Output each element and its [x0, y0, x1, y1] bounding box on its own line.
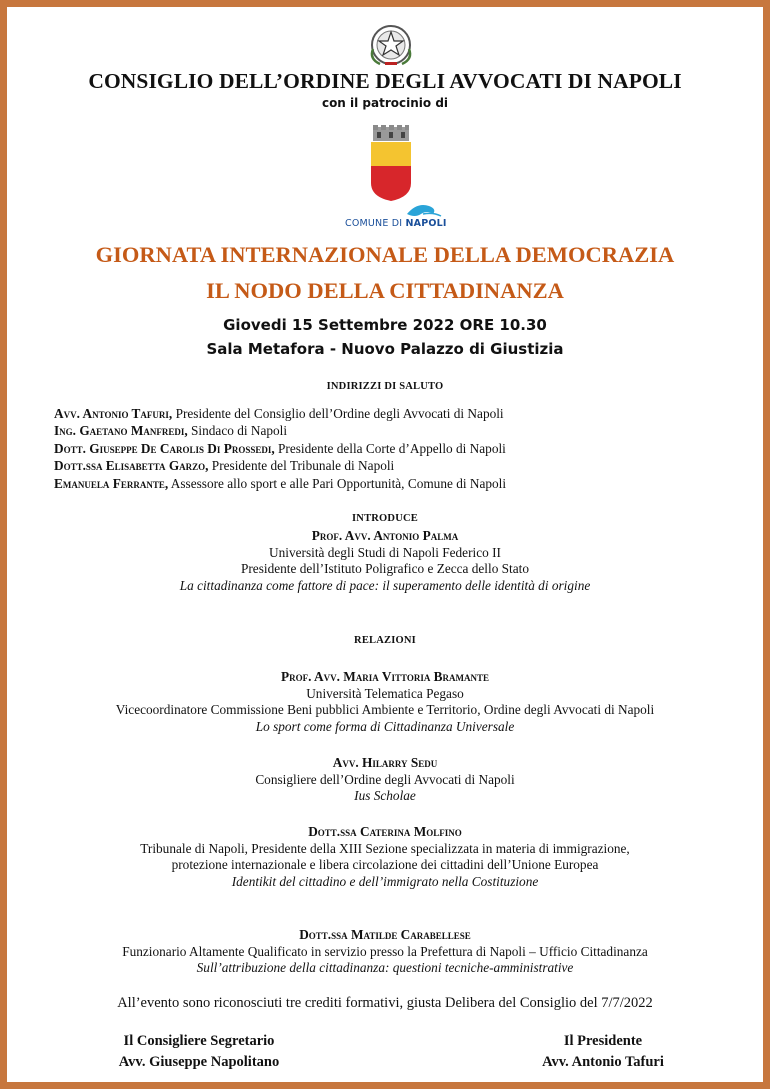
signature-left-role: Il Consigliere Segretario	[123, 1033, 275, 1049]
greetings-heading: INDIRIZZI DI SALUTO	[326, 381, 444, 392]
speaker-line: Consigliere dell’Ordine degli Avvocati di Napoli	[255, 771, 515, 787]
italian-republic-emblem-icon	[366, 19, 416, 69]
signature-left-name: Avv. Giuseppe Napolitano	[118, 1054, 280, 1070]
signature-left	[79, 1031, 319, 1073]
speaker-block	[7, 824, 763, 890]
signature-right	[483, 1031, 723, 1073]
introduce-topic: La cittadinanza come fattore di pace: il superamento delle identità di origine	[179, 577, 591, 593]
speaker-name: Dott.ssa Matilde Carabellese	[299, 927, 471, 942]
speaker-line: Tribunale di Napoli, Presidente della XIII Sezione specializzata in materia di immigrazione,	[140, 840, 630, 856]
relazioni-heading: RELAZIONI	[354, 635, 416, 646]
speaker-name: Dott.ssa Caterina Molfino	[308, 824, 462, 839]
introduce-block	[7, 528, 763, 594]
greeting-row: Avv. Antonio Tafuri, Presidente del Consiglio dell’Ordine degli Avvocati di Napoli	[54, 406, 504, 421]
napoli-city-crest-icon	[367, 125, 415, 201]
comune-di-napoli-label: COMUNE DI NAPOLI	[345, 218, 447, 229]
credits-note: All’evento sono riconosciuti tre crediti formativi, giusta Delibera del Consiglio del 7/7/2022	[117, 995, 653, 1011]
speaker-topic: Ius Scholae	[354, 788, 416, 803]
organization-title: CONSIGLIO DELL’ORDINE DEGLI AVVOCATI DI NAPOLI	[88, 69, 682, 93]
greeting-row: Emanuela Ferrante, Assessore allo sport e alle Pari Opportunità, Comune di Napoli	[54, 475, 507, 491]
greetings-list	[54, 405, 506, 492]
speaker-name: Avv. Hilarry Sedu	[332, 755, 438, 770]
introduce-role: Presidente dell’Istituto Poligrafico e Zecca dello Stato	[240, 561, 529, 576]
introduce-affiliation: Università degli Studi di Napoli Federico II	[269, 544, 501, 560]
speaker-topic: Identikit del cittadino e dell’immigrato nella Costituzione	[231, 873, 539, 889]
introduce-speaker-name: Prof. Avv. Antonio Palma	[311, 528, 459, 543]
signature-right-name: Avv. Antonio Tafuri	[542, 1054, 664, 1070]
event-date: Giovedi 15 Settembre 2022 ORE 10.30	[223, 316, 547, 334]
patronage-line: con il patrocinio di	[321, 96, 449, 110]
event-place: Sala Metafora - Nuovo Palazzo di Giustizia	[206, 340, 564, 358]
speaker-block	[7, 669, 763, 735]
speaker-topic: Lo sport come forma di Cittadinanza Universale	[255, 718, 515, 734]
signature-right-role: Il Presidente	[563, 1033, 643, 1049]
event-title-line2: IL NODO DELLA CITTADINANZA	[206, 278, 564, 303]
event-title-line1: GIORNATA INTERNAZIONALE DELLA DEMOCRAZIA	[95, 242, 675, 267]
greeting-row: Dott.ssa Elisabetta Garzo, Presidente del Tribunale di Napoli	[54, 458, 395, 474]
greeting-row: Dott. Giuseppe De Carolis Di Prossedi, Presidente della Corte d’Appello di Napoli	[54, 440, 506, 456]
greeting-row: Ing. Gaetano Manfredi, Sindaco di Napoli	[54, 423, 288, 439]
speaker-block	[7, 927, 763, 977]
speaker-line: Funzionario Altamente Qualificato in servizio presso la Prefettura di Napoli – Ufficio Cittadinanza	[122, 943, 648, 959]
speaker-line: Vicecoordinatore Commissione Beni pubblici Ambiente e Territorio, Ordine degli Avvocati di Napoli	[115, 702, 655, 717]
speaker-block	[7, 755, 763, 805]
introduce-heading: INTRODUCE	[352, 513, 418, 524]
speaker-topic: Sull’attribuzione della cittadinanza: questioni tecniche-amministrative	[196, 960, 574, 975]
speaker-line: Università Telematica Pegaso	[306, 685, 464, 701]
speaker-line: protezione internazionale e libera circolazione dei cittadini dell’Unione Europea	[171, 857, 599, 872]
speaker-name: Prof. Avv. Maria Vittoria Bramante	[280, 669, 490, 684]
